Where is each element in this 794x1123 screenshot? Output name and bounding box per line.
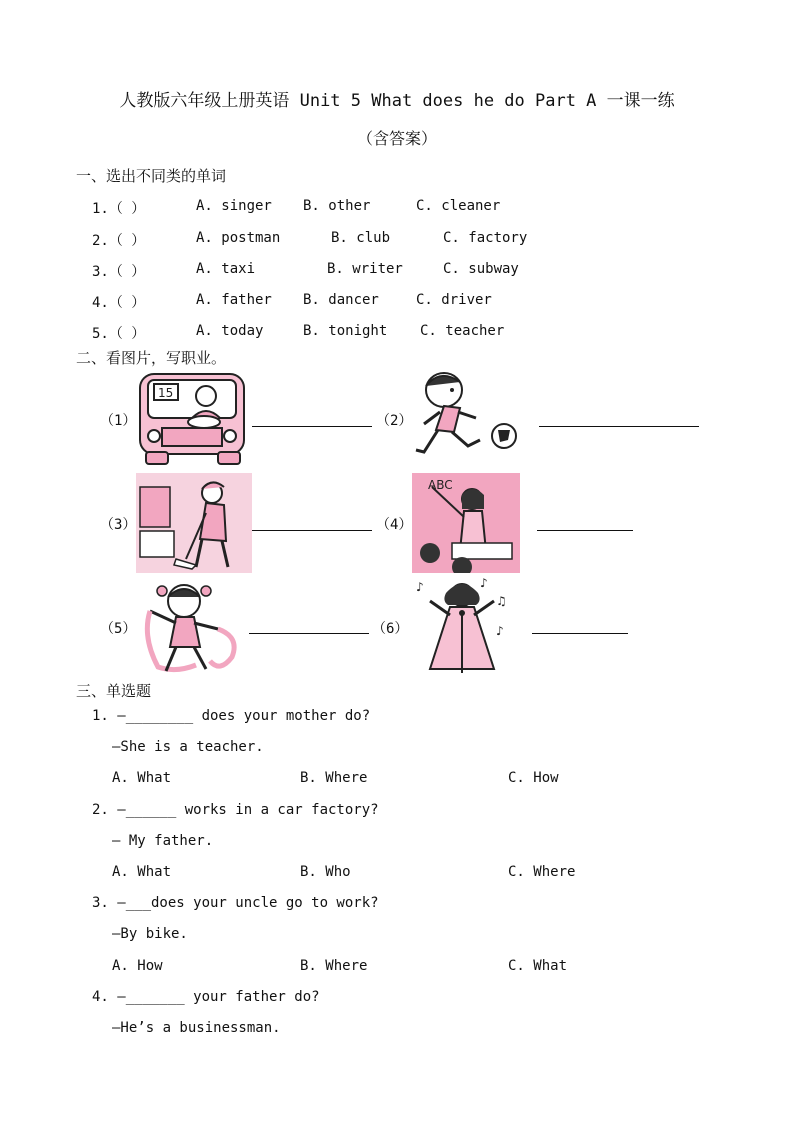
option-a: A. taxi: [196, 261, 256, 277]
option-c: C. cleaner: [416, 198, 501, 214]
svg-text:ABC: ABC: [428, 478, 453, 492]
picture-label-3: （3）: [100, 517, 137, 533]
picture-label-2: （2）: [376, 413, 413, 429]
answer-text: —She is a teacher.: [112, 739, 264, 755]
option-a: A. today: [196, 323, 264, 339]
option-b: B. tonight: [303, 323, 388, 339]
option-a: A. singer: [196, 198, 272, 214]
option-c: C. driver: [416, 292, 492, 308]
option-b: B. Who: [300, 864, 351, 880]
answer-line-5[interactable]: [249, 633, 369, 634]
question-text: 4. —_______ your father do?: [92, 989, 320, 1005]
section2-heading: 二、看图片，写职业。: [76, 349, 227, 367]
option-b: B. writer: [327, 261, 403, 277]
question-number: 5.（ ）: [92, 326, 146, 342]
page-title: 人教版六年级上册英语 Unit 5 What does he do Part A 一课一练: [119, 91, 675, 111]
svg-text:♪: ♪: [496, 624, 504, 638]
question-text: 2. —______ works in a car factory?: [92, 802, 379, 818]
option-b: B. Where: [300, 958, 368, 974]
question-number: 3.（ ）: [92, 264, 146, 280]
option-a: A. postman: [196, 230, 281, 246]
option-b: B. other: [303, 198, 371, 214]
option-c: C. Where: [508, 864, 576, 880]
svg-text:♪: ♪: [416, 580, 424, 594]
picture-label-4: （4）: [376, 517, 413, 533]
section1-heading: 一、选出不同类的单词: [76, 167, 227, 185]
page-subtitle: （含答案）: [356, 129, 437, 148]
option-b: B. Where: [300, 770, 368, 786]
svg-text:♪: ♪: [480, 576, 488, 590]
option-a: A. What: [112, 770, 172, 786]
answer-line-1[interactable]: [252, 426, 372, 427]
bus-driver-picture: [136, 368, 252, 468]
question-number: 2.（ ）: [92, 233, 146, 249]
picture-label-1: （1）: [100, 413, 137, 429]
answer-line-4[interactable]: [537, 530, 633, 531]
dancer-picture: [136, 577, 248, 677]
svg-text:15: 15: [158, 386, 174, 400]
teacher-picture: [412, 473, 520, 573]
answer-text: — My father.: [112, 833, 214, 849]
option-c: C. What: [508, 958, 568, 974]
option-a: A. What: [112, 864, 172, 880]
option-b: B. dancer: [303, 292, 379, 308]
question-text: 1. —________ does your mother do?: [92, 708, 371, 724]
answer-line-6[interactable]: [532, 633, 628, 634]
option-c: C. How: [508, 770, 559, 786]
singer-picture: [410, 575, 518, 675]
answer-text: —By bike.: [112, 926, 188, 942]
picture-label-6: （6）: [372, 621, 409, 637]
option-c: C. subway: [443, 261, 519, 277]
option-a: A. father: [196, 292, 272, 308]
picture-label-5: （5）: [100, 621, 137, 637]
section3-heading: 三、单选题: [76, 682, 152, 700]
cleaner-picture: [136, 473, 252, 573]
option-a: A. How: [112, 958, 163, 974]
answer-line-2[interactable]: [539, 426, 699, 427]
svg-text:♫: ♫: [496, 594, 507, 608]
option-c: C. factory: [443, 230, 528, 246]
question-number: 4.（ ）: [92, 295, 146, 311]
football-player-picture: [410, 368, 522, 468]
question-number: 1.（ ）: [92, 201, 146, 217]
option-b: B. club: [331, 230, 391, 246]
answer-text: —He’s a businessman.: [112, 1020, 281, 1036]
option-c: C. teacher: [420, 323, 505, 339]
question-text: 3. —___does your uncle go to work?: [92, 895, 379, 911]
answer-line-3[interactable]: [252, 530, 372, 531]
